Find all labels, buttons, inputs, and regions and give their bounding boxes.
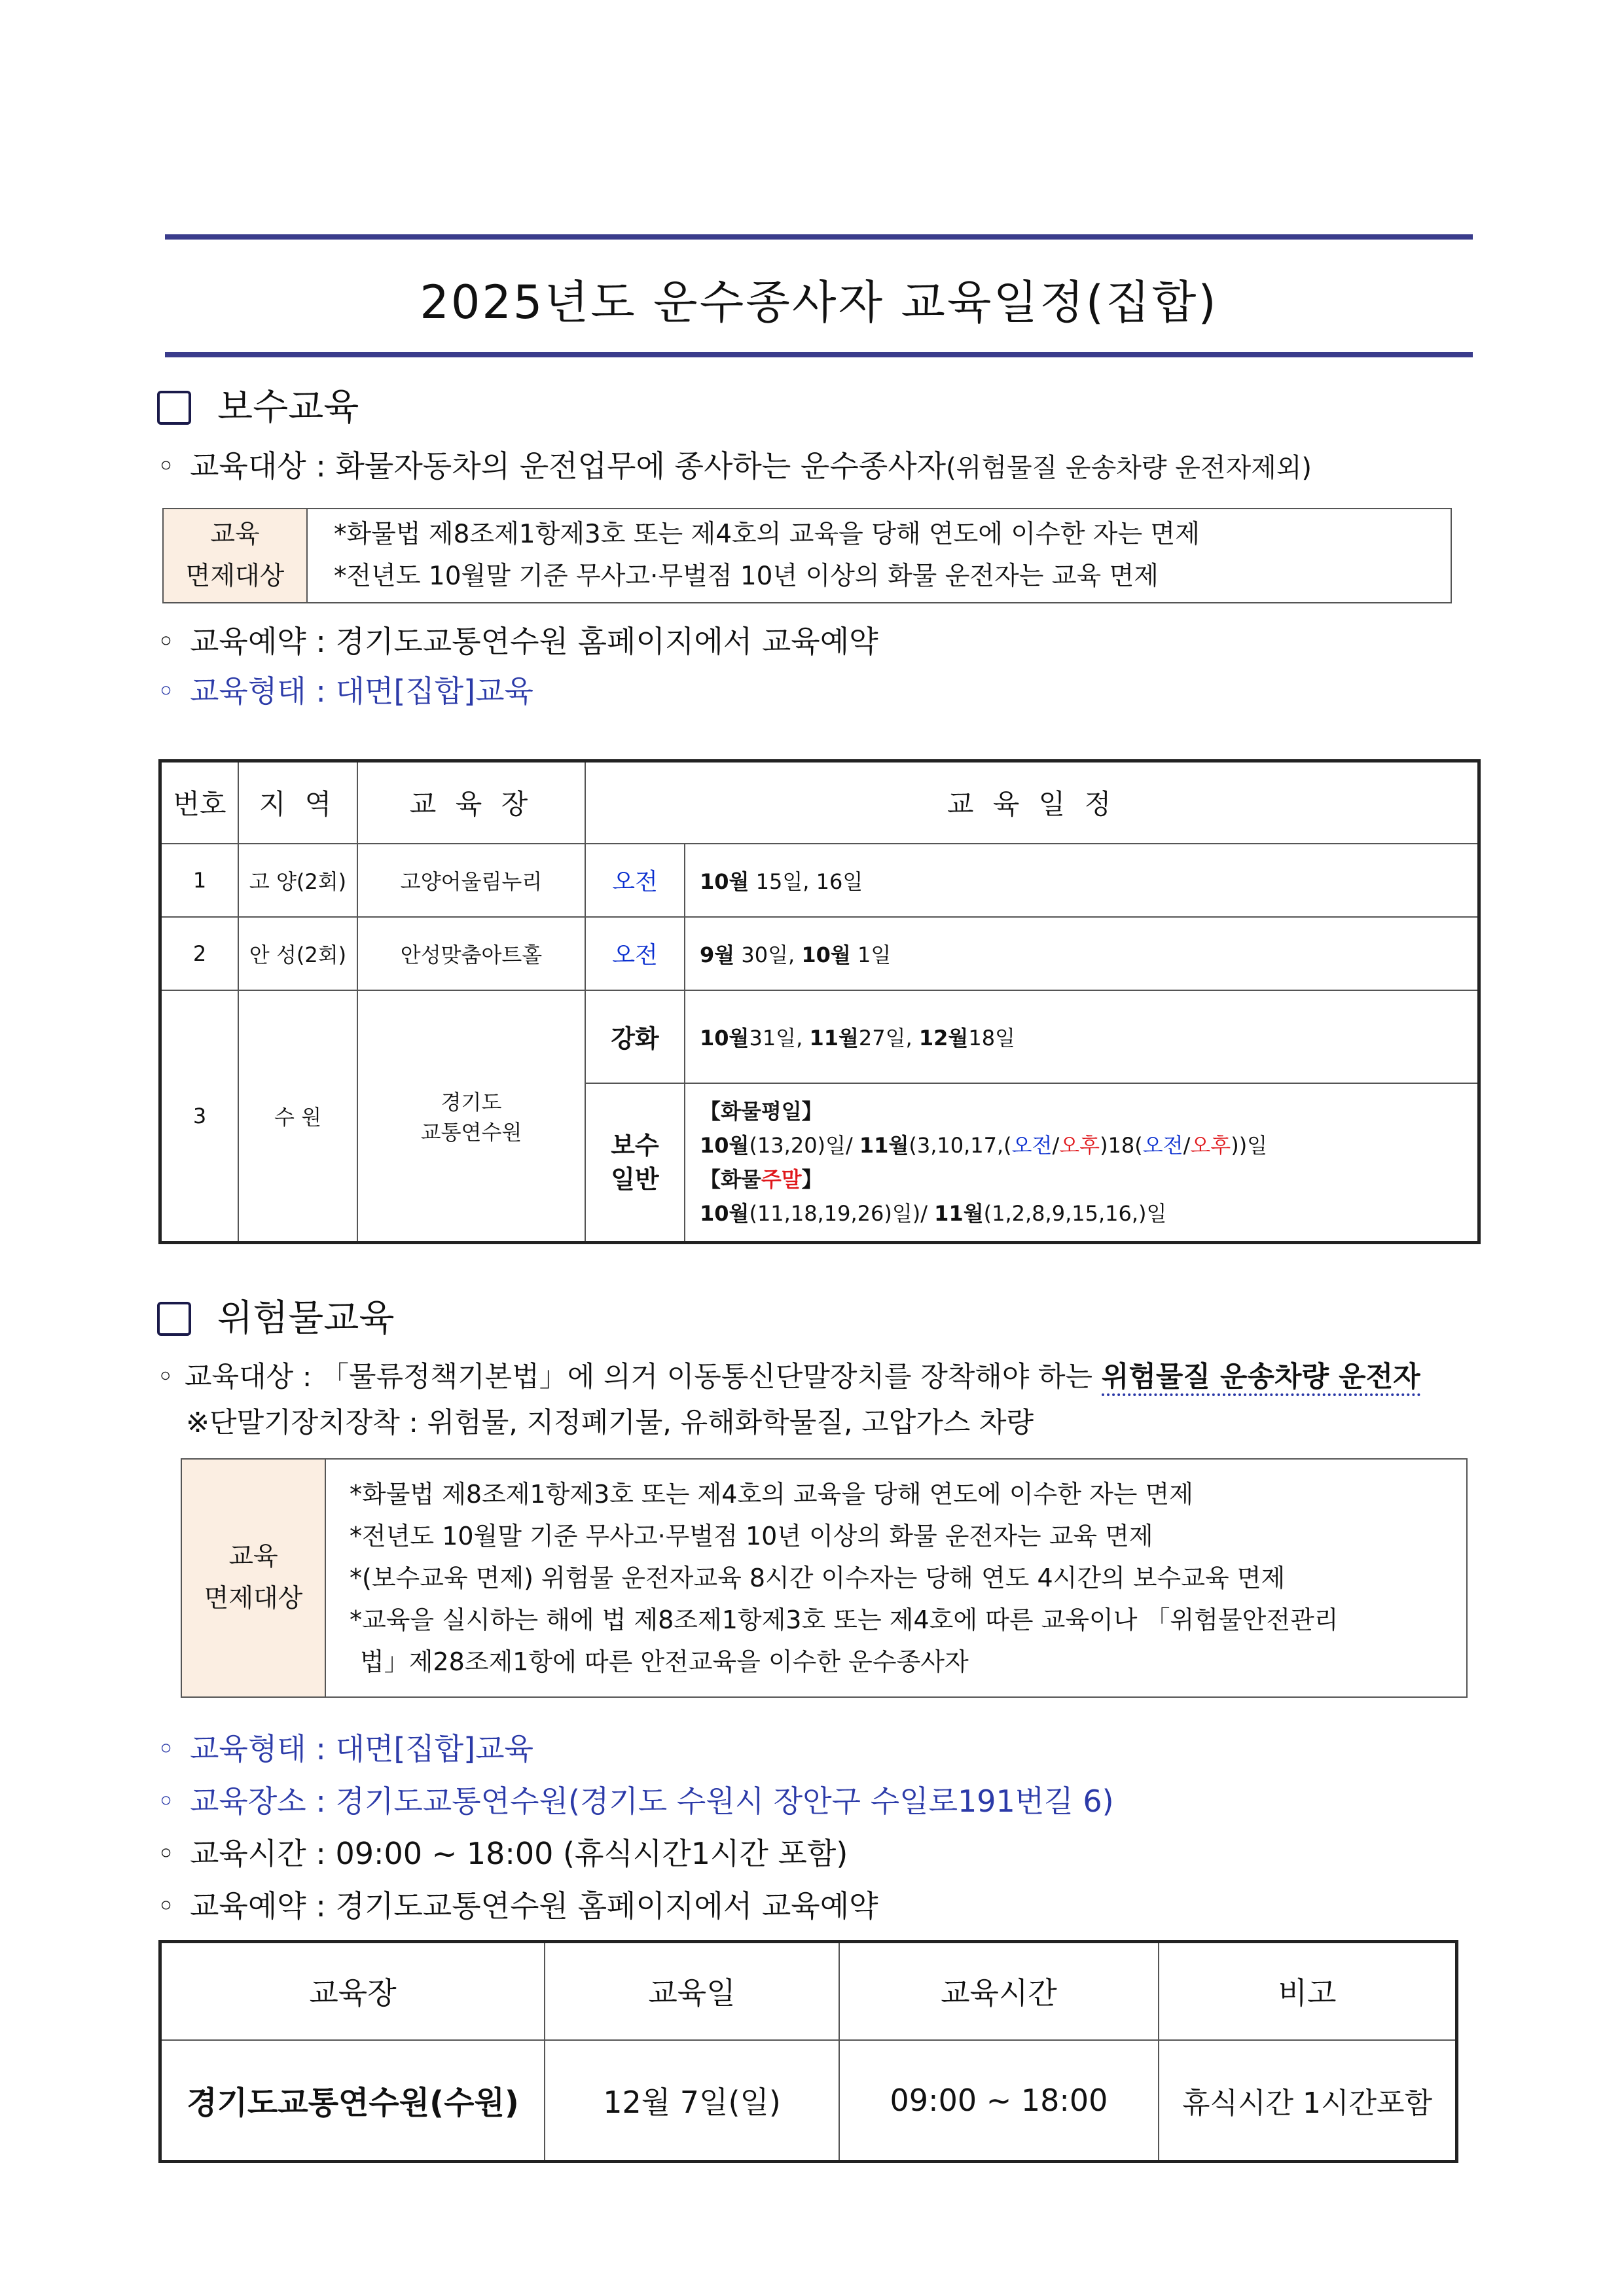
title-rule-bottom	[165, 352, 1473, 357]
table-row: 2 안 성(2회) 안성맞춤아트홀 오전 9월 30일, 10월 1일	[160, 917, 1479, 990]
table-row: 1 고 양(2회) 고양어울림누리 오전 10월 15일, 16일	[160, 844, 1479, 917]
s1-exempt-label: 교육 면제대상	[163, 509, 307, 603]
schedule-dates: 9월 30일, 10월 1일	[685, 917, 1479, 990]
s2-time: ◦ 교육시간 : 09:00 ~ 18:00 (휴식시간1시간 포함)	[157, 1836, 848, 1871]
col-region: 지 역	[238, 761, 357, 844]
s2-form: ◦ 교육형태 : 대면[집합]교육	[157, 1731, 533, 1767]
session-label: 강화	[585, 990, 685, 1083]
s2-exempt-table	[181, 1458, 1468, 1698]
section-heading-maintenance: 보수교육	[157, 385, 359, 431]
s2-reservation: ◦ 교육예약 : 경기도교통연수원 홈페이지에서 교육예약	[157, 1888, 878, 1924]
s2-place: ◦ 교육장소 : 경기도교통연수원(경기도 수원시 장안구 수일로191번길 6)	[157, 1784, 1114, 1819]
session-label: 보수 일반	[585, 1083, 685, 1243]
col-venue: 교육장	[160, 1942, 545, 2040]
col-time: 교육시간	[839, 1942, 1159, 2040]
session-label: 오전	[585, 844, 685, 917]
schedule-dates: 【화물평일】 10월(13,20)일/ 11월(3,10,17,(오전/오후)18(오전/오후))일 【화물주말】 10월(11,18,19,26)일)/ 11월(1,2,8,9,15,16,)일	[685, 1083, 1479, 1243]
section-heading-hazmat: 위험물교육	[157, 1296, 394, 1342]
col-venue: 교 육 장	[357, 761, 585, 844]
col-schedule: 교 육 일 정	[585, 761, 1479, 844]
checkbox-square-icon	[157, 391, 191, 425]
s2-device-note: ※단말기장치장착 : 위험물, 지정폐기물, 유해화학물질, 고압가스 차량	[186, 1407, 1034, 1439]
s2-exempt-label: 교육 면제대상	[181, 1459, 325, 1697]
col-no: 번호	[160, 761, 239, 844]
table-row: 경기도교통연수원(수원) 12월 7일(일) 09:00 ~ 18:00 휴식시간 1시간포함	[160, 2040, 1457, 2162]
s2-target: ◦ 교육대상 : 「물류정책기본법」에 의거 이동통신단말장치를 장착해야 하는 위험물질 운송차량 운전자	[157, 1356, 1420, 1398]
s2-exempt-items: *화물법 제8조제1항제3호 또는 제4호의 교육을 당해 연도에 이수한 자는 면제 *전년도 10월말 기준 무사고·무벌점 10년 이상의 화물 운전자는 교육 면제 *(보수교육 면제) 위험물 운전자교육 8시간 이수자는 당해 연도 4시간의 보수교육 면제 *교육을 실시하는 해에 법 제8조제1항제3호 또는 제4호에 따른 교육이나 「위험물안전관리 법」제28조제1항에 따른 안전교육을 이수한 운수종사자	[325, 1459, 1467, 1697]
col-date: 교육일	[545, 1942, 839, 2040]
s1-exempt-items: *화물법 제8조제1항제3호 또는 제4호의 교육을 당해 연도에 이수한 자는 면제 *전년도 10월말 기준 무사고·무벌점 10년 이상의 화물 운전자는 교육 면제	[307, 509, 1451, 603]
session-label: 오전	[585, 917, 685, 990]
col-note: 비고	[1159, 1942, 1457, 2040]
schedule-dates: 10월31일, 11월27일, 12월18일	[685, 990, 1479, 1083]
table-row: 3 수 원 경기도 교통연수원 강화 10월31일, 11월27일, 12월18일	[160, 990, 1479, 1083]
s1-schedule-table	[158, 759, 1481, 1244]
schedule-dates: 10월 15일, 16일	[685, 844, 1479, 917]
page-title: 2025년도 운수종사자 교육일정(집합)	[420, 276, 1218, 329]
title-rule-top	[165, 234, 1473, 240]
checkbox-square-icon	[157, 1302, 191, 1336]
s1-exempt-table	[162, 508, 1452, 603]
s1-target: ◦ 교육대상 : 화물자동차의 운전업무에 종사하는 운수종사자(위험물질 운송차량 운전자제외)	[157, 448, 1312, 484]
s2-schedule-table	[158, 1940, 1458, 2163]
venue-suwon: 경기도 교통연수원	[357, 990, 585, 1243]
s1-reservation: ◦ 교육예약 : 경기도교통연수원 홈페이지에서 교육예약	[157, 624, 878, 659]
s1-form: ◦ 교육형태 : 대면[집합]교육	[157, 673, 533, 709]
